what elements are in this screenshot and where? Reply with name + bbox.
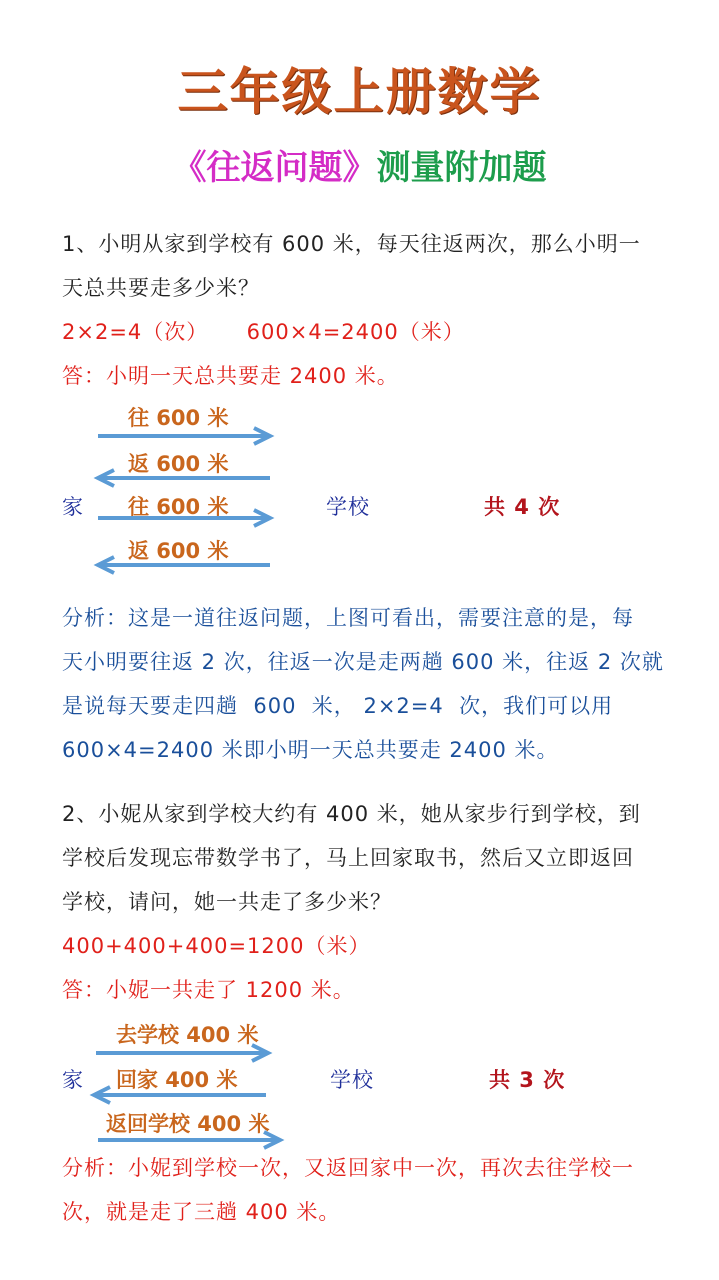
- q1-analysis-line: 600×4=2400 米即小明一天总共要走 2400 米。: [62, 738, 559, 762]
- right-arrow-icon: [98, 508, 278, 528]
- right-arrow-icon: [98, 1130, 288, 1150]
- left-arrow-icon: [92, 1085, 272, 1105]
- page-title: 三年级上册数学: [177, 63, 542, 121]
- q2-school-label: 学校: [330, 1068, 374, 1092]
- right-arrow-icon: [98, 426, 278, 446]
- subtitle-suffix: 测量附加题: [376, 148, 547, 188]
- q1-question-line2: 天总共要走多少米？: [62, 276, 260, 300]
- right-arrow-icon: [96, 1043, 276, 1063]
- q1-total-count: 共 4 次: [484, 495, 561, 519]
- q2-analysis-line: 次，就是走了三趟 400 米。: [62, 1200, 341, 1224]
- q2-question-line3: 学校，请问，她一共走了多少米？: [62, 890, 392, 914]
- q2-diagram-label: 去学校 400 米: [116, 1023, 259, 1047]
- q1-diagram-label: 往 600 米: [128, 406, 229, 430]
- q2-total-count: 共 3 次: [489, 1068, 566, 1092]
- q1-diagram-label: 返 600 米: [128, 452, 229, 476]
- q2-analysis-line: 分析：小妮到学校一次，又返回家中一次，再次去往学校一: [62, 1156, 634, 1180]
- q2-home-label: 家: [62, 1068, 84, 1092]
- q2-calculation: 400+400+400=1200（米）: [62, 934, 371, 958]
- left-arrow-icon: [96, 555, 276, 575]
- q1-analysis-line: 是说每天要走四趟 600 米， 2×2=4 次，我们可以用: [62, 694, 614, 718]
- q1-diagram-label: 返 600 米: [128, 539, 229, 563]
- q1-question-line1: 1、小明从家到学校有 600 米，每天往返两次，那么小明一: [62, 232, 641, 256]
- q1-diagram-label: 往 600 米: [128, 495, 229, 519]
- page-subtitle: [0, 140, 719, 189]
- q2-answer: 答：小妮一共走了 1200 米。: [62, 978, 355, 1002]
- q1-school-label: 学校: [326, 495, 370, 519]
- subtitle-topic: 《往返问题》: [172, 148, 377, 188]
- q1-analysis-line: 天小明要往返 2 次，往返一次是走两趟 600 米，往返 2 次就: [62, 650, 664, 674]
- q2-diagram-label: 返回学校 400 米: [106, 1112, 270, 1136]
- q2-diagram-label: 回家 400 米: [116, 1068, 238, 1092]
- q1-home-label: 家: [62, 495, 84, 519]
- q1-calculation: 2×2=4（次） 600×4=2400（米）: [62, 320, 465, 344]
- q1-analysis-line: 分析：这是一道往返问题，上图可看出，需要注意的是，每: [62, 606, 634, 630]
- q2-question-line1: 2、小妮从家到学校大约有 400 米，她从家步行到学校，到: [62, 802, 641, 826]
- q2-question-line2: 学校后发现忘带数学书了，马上回家取书，然后又立即返回: [62, 846, 634, 870]
- left-arrow-icon: [96, 468, 276, 488]
- q1-answer: 答：小明一天总共要走 2400 米。: [62, 364, 399, 388]
